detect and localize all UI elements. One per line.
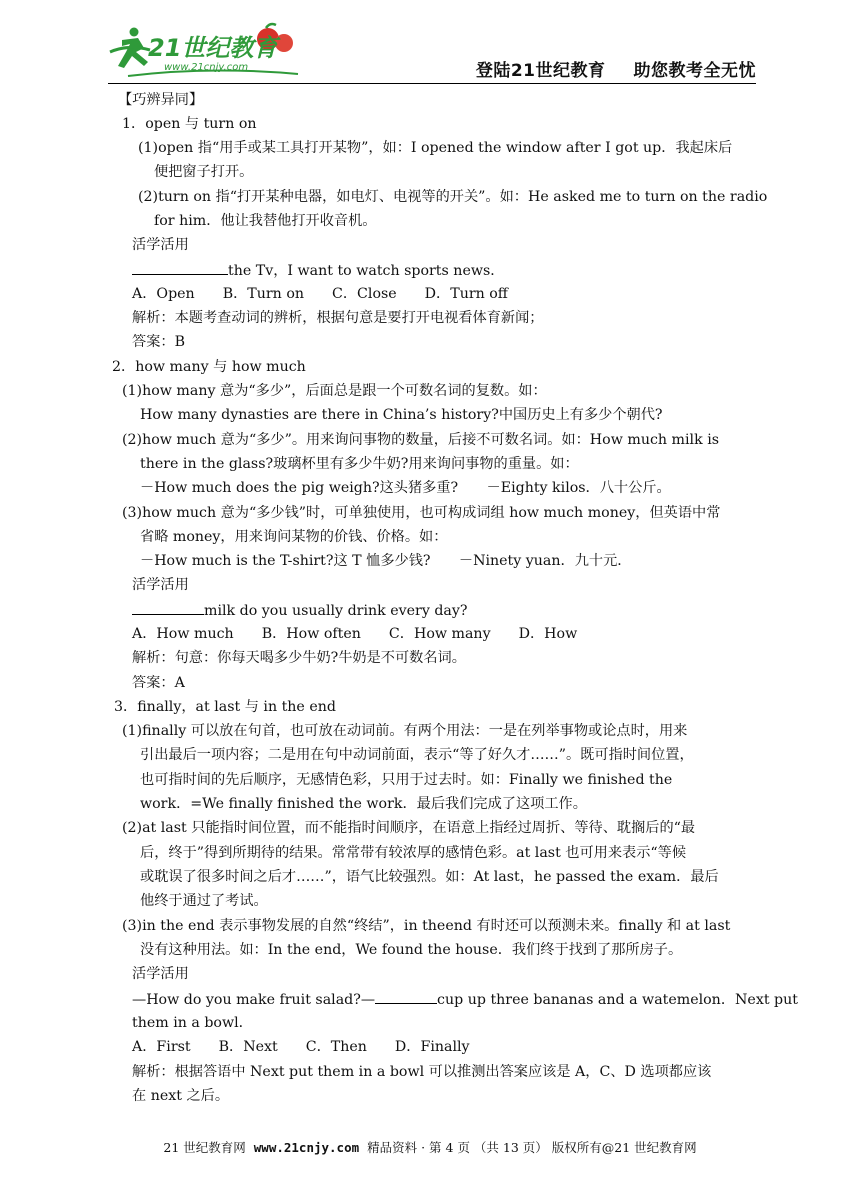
header-slogan (476, 56, 756, 81)
option-b: B．How often (261, 626, 361, 642)
text-line: for him．他让我替他打开收音机。 (154, 213, 377, 229)
answer-blank (132, 260, 228, 275)
text-line: 省略 money，用来询问某物的价钱、价格。如： (140, 529, 448, 545)
text-line: 引出最后一项内容；二是用在句中动词前面，表示“等了好久才……”。既可指时间位置， (140, 747, 694, 763)
logo-text: 21世纪教育 (148, 34, 278, 62)
question-text: —How do you make fruit salad?— (132, 992, 376, 1008)
text-line: 没有这种用法。如：In the end，We found the house．我们终于找到了那所房子。 (140, 942, 683, 958)
question-line (132, 989, 798, 1010)
logo-url: www.21cnjy.com (164, 62, 249, 73)
text-line: 也可指时间的先后顺序，无感情色彩，只用于过去时。如：Finally we finished the (140, 772, 673, 788)
text-line: (2)at last 只能指时间位置，而不能指时间顺序，在语意上指经过周折、等待、耽搁后的“最 (122, 820, 696, 836)
topic-heading: 2．how many 与 how much (112, 359, 306, 375)
question-text-continued: cup up three bananas and a watemelon．Next put (437, 992, 798, 1008)
option-a: A．Open (132, 286, 195, 302)
text-line: (2)turn on 指“打开某种电器，如电灯、电视等的开关”。如：He asked me to turn on the radio (138, 189, 768, 205)
option-a: A．First (132, 1039, 191, 1055)
option-c: C．How many (388, 626, 491, 642)
question-text: the Tv，I want to watch sports news． (228, 263, 505, 279)
option-c: C．Then (305, 1039, 367, 1055)
text-line: How many dynasties are there in China’s history?中国历史上有多少个朝代? (140, 407, 663, 423)
text-line: －How much does the pig weigh?这头猪多重? －Eighty kilos．八十公斤。 (140, 480, 671, 496)
running-man-icon (110, 28, 150, 69)
footer-site: 21 世纪教育网 (163, 1140, 246, 1155)
option-a: A．How much (132, 626, 234, 642)
answer-line: 答案：A (132, 675, 185, 691)
site-logo (108, 22, 308, 82)
options-line (132, 284, 536, 304)
options-line (132, 1037, 498, 1057)
page-footer (0, 1138, 860, 1156)
option-d: D．Finally (394, 1039, 470, 1055)
logo-swoosh (128, 70, 298, 76)
option-b: B．Next (218, 1039, 278, 1055)
text-line: －How much is the T-shirt?这 T 恤多少钱? －Ninety yuan．九十元． (140, 553, 632, 569)
section-heading: 【巧辨异同】 (118, 92, 204, 108)
text-line: 便把窗子打开。 (154, 164, 254, 180)
analysis-line: 解析：根据答语中 Next put them in a bowl 可以推测出答案应该是 A，C、D 选项都应该 (132, 1064, 712, 1080)
option-c: C．Close (332, 286, 397, 302)
text-line: (1)finally 可以放在句首，也可放在动词前。有两个用法：一是在列举事物或论点时，用来 (122, 723, 688, 739)
analysis-line: 解析：句意：你每天喝多少牛奶?牛奶是不可数名词。 (132, 650, 466, 666)
footer-page-info: 精品资料 · 第 4 页 （共 13 页） 版权所有@21 世纪教育网 (367, 1140, 697, 1155)
answer-blank (375, 989, 437, 1004)
text-line: 后，终于”得到所期待的结果。常常带有较浓厚的感情色彩。at last 也可用来表示“等候 (140, 845, 687, 861)
text-line: them in a bowl． (132, 1015, 253, 1031)
option-d: D．Turn off (424, 286, 508, 302)
topic-heading: 1．open 与 turn on (122, 116, 257, 132)
text-line: 或耽误了很多时间之后才……”，语气比较强烈。如：At last，he passed the exam．最后 (140, 869, 719, 885)
slogan-right: 助您教考全无忧 (633, 61, 756, 81)
text-line: 他终于通过了考试。 (140, 893, 268, 909)
practice-heading: 活学活用 (132, 237, 189, 253)
topic-heading: 3．finally，at last 与 in the end (114, 699, 336, 715)
options-line (132, 624, 605, 644)
text-line: (2)how much 意为“多少”。用来询问事物的数量，后接不可数名词。如：How much milk is (122, 432, 720, 448)
text-line: there in the glass?玻璃杯里有多少牛奶?用来询问事物的重量。如： (140, 456, 579, 472)
text-line: (1)open 指“用手或某工具打开某物”，如：I opened the window after I got up．我起床后 (138, 140, 733, 156)
text-line: (3)how much 意为“多少钱”时，可单独使用，也可构成词组 how much money，但英语中常 (122, 505, 721, 521)
text-line: (1)how many 意为“多少”，后面总是跟一个可数名词的复数。如： (122, 383, 547, 399)
text-line: work．=We finally finished the work．最后我们完成了这项工作。 (140, 796, 587, 812)
page-header (0, 0, 860, 84)
option-d: D．How (518, 626, 578, 642)
header-divider (108, 83, 756, 84)
question-text: milk do you usually drink every day? (204, 603, 468, 619)
question-line (132, 600, 468, 621)
practice-heading: 活学活用 (132, 966, 189, 982)
option-b: B．Turn on (222, 286, 305, 302)
footer-url[interactable]: www.21cnjy.com (253, 1140, 360, 1155)
practice-heading: 活学活用 (132, 577, 189, 593)
answer-blank (132, 600, 204, 615)
question-line (132, 260, 504, 281)
text-line: 在 next 之后。 (132, 1088, 230, 1104)
answer-line: 答案：B (132, 334, 185, 350)
slogan-left: 登陆21世纪教育 (475, 61, 606, 81)
text-line: (3)in the end 表示事物发展的自然“终结”，in theend 有时还可以预测未来。finally 和 at last (122, 918, 731, 934)
analysis-line: 解析：本题考查动词的辨析，根据句意是要打开电视看体育新闻； (132, 310, 544, 326)
